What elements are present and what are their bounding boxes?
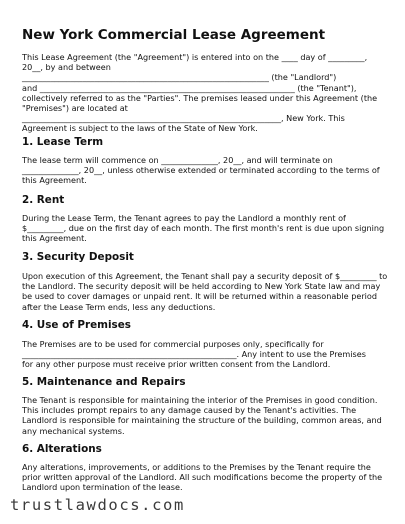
intro-line: collectively referred to as the "Parties". The premises leased under this Agreement (the (22, 92, 378, 103)
intro-line: ________________________________________________________________, New York. This (22, 113, 345, 124)
body-line: Any alterations, improvements, or additions to the Premises by the Tenant require the (22, 462, 371, 472)
section-body-rent (22, 213, 384, 244)
body-line: the Landlord. The security deposit will be held according to New York State law and may (22, 281, 381, 292)
section-heading-maintenance: 5. Maintenance and Repairs (22, 376, 186, 388)
body-line: be used to cover damages or unpaid rent. It will be returned within a reasonable period (22, 291, 378, 302)
body-line: Landlord upon termination of the lease. (22, 482, 183, 493)
intro-line: _____________________________________________________________ (the "Landlord") (22, 72, 337, 83)
body-line: after the Lease Term ends, less any deductions. (22, 301, 216, 312)
body-line: The Tenant is responsible for maintaining the interior of the Premises in good condition. (22, 395, 378, 405)
section-heading-alterations: 6. Alterations (22, 443, 102, 455)
section-heading-use-of-premises: 4. Use of Premises (22, 319, 131, 331)
body-line: During the Lease Term, the Tenant agrees to pay the Landlord a monthly rent of (22, 213, 346, 223)
body-line: any mechanical systems. (22, 425, 125, 436)
watermark-text: trustlawdocs.com (10, 496, 185, 514)
intro-line: 20__, by and between (22, 62, 111, 73)
body-line: The lease term will commence on ______________, 20__, and will terminate on (22, 155, 333, 165)
intro-line: This Lease Agreement (the "Agreement") is entered into on the ____ day of _________, (22, 52, 368, 62)
section-body-maintenance (22, 395, 384, 436)
body-line: this Agreement. (22, 175, 87, 186)
body-line: This includes prompt repairs to any damage caused by the Tenant's activities. The (22, 405, 357, 416)
section-body-use-of-premises (22, 339, 384, 370)
body-line: _____________________________________________________. Any intent to use the Premises (22, 349, 366, 360)
section-heading-rent: 2. Rent (22, 194, 65, 206)
body-line: for any other purpose must receive prior written consent from the Landlord. (22, 359, 331, 370)
body-line: The Premises are to be used for commercial purposes only, specifically for (22, 339, 324, 349)
intro-paragraph (22, 52, 384, 134)
section-body-security-deposit (22, 271, 388, 312)
document-title: New York Commercial Lease Agreement (22, 27, 326, 43)
intro-line: Agreement is subject to the laws of the State of New York. (22, 123, 258, 134)
section-body-lease-term (22, 155, 384, 186)
body-line: this Agreement. (22, 233, 87, 244)
section-heading-security-deposit: 3. Security Deposit (22, 251, 134, 263)
body-line: ______________, 20__, unless otherwise extended or terminated according to the terms of (22, 165, 380, 176)
section-body-alterations (22, 462, 384, 493)
intro-line: "Premises") are located at (22, 103, 128, 114)
section-heading-lease-term: 1. Lease Term (22, 136, 104, 148)
body-line: Upon execution of this Agreement, the Tenant shall pay a security deposit of $_________ to (22, 271, 388, 281)
intro-line: and _______________________________________________________________ (the "Tenant"), (22, 82, 357, 93)
body-line: $_________, due on the first day of each month. The first month's rent is due upon signing (22, 223, 385, 234)
body-line: Landlord is responsible for maintaining the structure of the building, common areas, and (22, 415, 382, 426)
body-line: prior written approval of the Landlord. All such modifications become the property of the (22, 472, 383, 483)
